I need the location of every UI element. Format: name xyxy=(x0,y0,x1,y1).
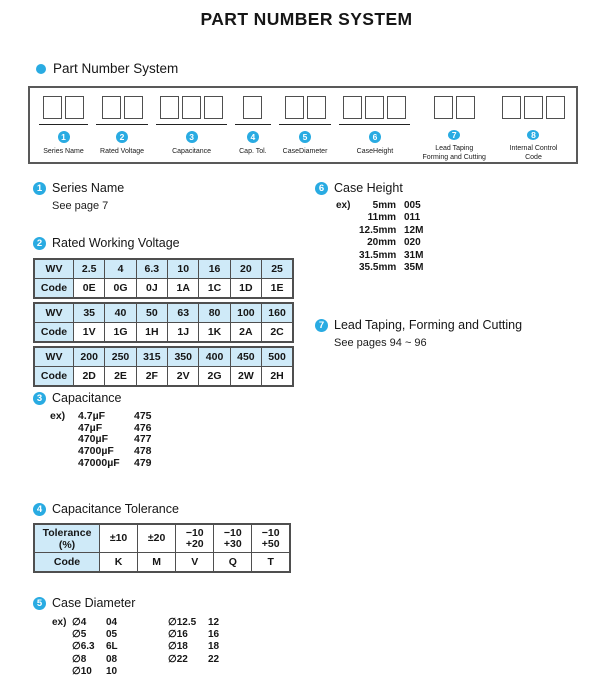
digit-box xyxy=(285,96,304,119)
digit-boxes xyxy=(43,96,84,119)
section-rated-voltage xyxy=(33,236,294,387)
part-number-diagram xyxy=(28,86,578,164)
ex-label: ex) xyxy=(52,617,67,628)
section-series-name xyxy=(33,181,124,212)
digit-boxes xyxy=(243,96,262,119)
wv-row: WV 200 250 315 350 400 450 500 xyxy=(34,347,293,367)
group-number-badge: 8 xyxy=(527,130,539,140)
group-underline xyxy=(156,124,227,125)
section-header xyxy=(315,181,423,195)
group-number-badge: 5 xyxy=(299,131,311,143)
group-label: Cap. Tol. xyxy=(239,148,267,155)
group-label: Series Name xyxy=(43,148,84,155)
code-row: Code 1V 1G 1H 1J 1K 2A 2C xyxy=(34,323,293,343)
section-case-height xyxy=(315,181,423,274)
group-label: Capacitance xyxy=(172,148,212,155)
voltage-table-2 xyxy=(33,302,294,343)
digit-box xyxy=(307,96,326,119)
digit-box xyxy=(102,96,121,119)
digit-box xyxy=(387,96,406,119)
capacitance-example-list: ex) 4.7µF 475 47µF 476 470µF 477 4700µF 478 47000µF 479 xyxy=(50,410,152,469)
digit-boxes xyxy=(343,96,406,119)
digit-box xyxy=(434,96,453,119)
group-label: CaseHeight xyxy=(356,148,394,155)
digit-boxes xyxy=(160,96,223,119)
section-case-diameter xyxy=(33,596,219,678)
section-note: See page 7 xyxy=(52,200,109,212)
section-capacitance xyxy=(33,391,152,470)
digit-box xyxy=(502,96,521,119)
part-number-system-header-label: Part Number System xyxy=(53,61,179,76)
group-number-badge: 3 xyxy=(186,131,198,143)
group-underline xyxy=(279,124,332,125)
digit-boxes xyxy=(102,96,143,119)
voltage-table-1 xyxy=(33,258,294,299)
digit-box xyxy=(160,96,179,119)
section-number-badge: 2 xyxy=(33,237,46,250)
wv-row: WV 2.5 4 6.3 10 16 20 25 xyxy=(34,259,293,279)
section-number-badge: 5 xyxy=(33,597,46,610)
section-title: Capacitance Tolerance xyxy=(52,502,179,516)
digit-box xyxy=(365,96,384,119)
group-number-badge: 6 xyxy=(369,131,381,143)
section-number-badge: 3 xyxy=(33,392,46,405)
section-lead-taping xyxy=(315,318,522,349)
section-header xyxy=(33,596,219,610)
digit-box xyxy=(124,96,143,119)
digit-box xyxy=(343,96,362,119)
section-header xyxy=(33,391,152,405)
diagram-group-series-name xyxy=(43,96,84,162)
digit-box xyxy=(182,96,201,119)
section-header xyxy=(33,236,294,250)
diagram-group-rated-voltage xyxy=(100,96,144,162)
digit-box xyxy=(204,96,223,119)
diagram-group-case-height xyxy=(343,96,406,162)
wv-row: WV 35 40 50 63 80 100 160 xyxy=(34,303,293,323)
code-row: Code K M V Q T xyxy=(34,553,290,573)
code-row: Code 2D 2E 2F 2V 2G 2W 2H xyxy=(34,367,293,387)
digit-box xyxy=(456,96,475,119)
diagram-group-capacitance xyxy=(160,96,223,162)
section-header xyxy=(315,318,522,332)
code-row: Code 0E 0G 0J 1A 1C 1D 1E xyxy=(34,279,293,299)
page-title: PART NUMBER SYSTEM xyxy=(200,9,413,29)
section-title: Rated Working Voltage xyxy=(52,236,180,250)
part-number-system-header xyxy=(36,61,178,76)
case-height-example-list: ex) 5mm 005 11mm 011 12.5mm 12M 20mm 020 31.5mm 31M 35.5mm 35M xyxy=(336,200,424,274)
group-label: Lead Taping Forming and Cutting xyxy=(422,145,486,161)
group-number-badge: 1 xyxy=(58,131,70,143)
bullet-icon xyxy=(36,64,46,74)
section-number-badge: 1 xyxy=(33,182,46,195)
digit-box xyxy=(524,96,543,119)
section-title: Lead Taping, Forming and Cutting xyxy=(334,318,523,332)
group-label: Rated Voltage xyxy=(100,148,145,155)
digit-box xyxy=(65,96,84,119)
digit-box xyxy=(243,96,262,119)
diagram-group-cap-tol xyxy=(239,96,267,162)
section-header xyxy=(33,181,124,195)
section-note: See pages 94 ~ 96 xyxy=(334,337,427,349)
tolerance-table xyxy=(33,523,291,573)
group-label: CaseDiameter xyxy=(282,148,328,155)
diagram-group-lead-taping xyxy=(423,96,486,162)
group-underline xyxy=(235,124,271,125)
group-label: Internal Control Code xyxy=(509,145,558,161)
section-capacitance-tolerance xyxy=(33,502,291,573)
voltage-table-3 xyxy=(33,346,294,387)
section-number-badge: 7 xyxy=(315,319,328,332)
case-diameter-example-list: ex) ∅4 04 ∅12.5 12 ∅5 05 ∅16 16 ∅6.3 6L ∅18 18 ∅8 08 ∅22 22 ∅10 10 xyxy=(52,617,220,677)
section-title: Case Diameter xyxy=(52,596,136,610)
group-underline xyxy=(39,124,88,125)
ex-label: ex) xyxy=(50,410,66,422)
tolerance-row: Tolerance (%) ±10 ±20 −10 +20 −10 +30 −10 +50 xyxy=(34,524,290,553)
group-number-badge: 2 xyxy=(116,131,128,143)
section-title: Series Name xyxy=(52,181,125,195)
section-title: Capacitance xyxy=(52,391,122,405)
group-underline xyxy=(339,124,410,125)
group-underline xyxy=(96,124,148,125)
group-number-badge: 4 xyxy=(247,131,259,143)
diagram-group-case-diameter xyxy=(283,96,328,162)
section-number-badge: 4 xyxy=(33,503,46,516)
digit-box xyxy=(546,96,565,119)
digit-boxes xyxy=(285,96,326,119)
section-header xyxy=(33,502,291,516)
digit-box xyxy=(43,96,62,119)
ex-label: ex) xyxy=(336,200,351,211)
digit-boxes xyxy=(502,96,565,119)
group-number-badge: 7 xyxy=(448,130,460,140)
digit-boxes xyxy=(434,96,475,119)
diagram-group-internal-control-code xyxy=(502,96,565,162)
section-title: Case Height xyxy=(334,181,403,195)
section-number-badge: 6 xyxy=(315,182,328,195)
